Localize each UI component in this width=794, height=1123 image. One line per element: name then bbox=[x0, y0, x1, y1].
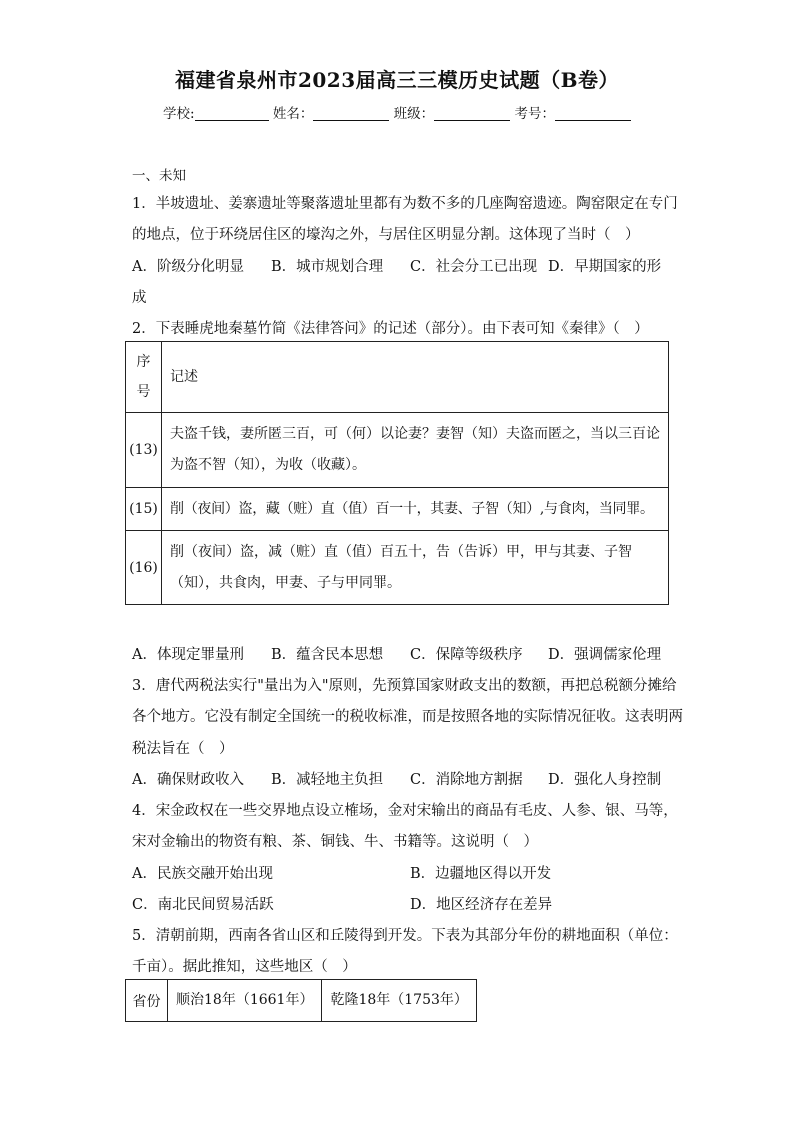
name-blank[interactable] bbox=[313, 106, 389, 121]
q2-option-b[interactable]: B．蕴含民本思想 bbox=[271, 647, 384, 663]
q4-option-b[interactable]: B．边疆地区得以开发 bbox=[410, 866, 552, 882]
row-desc-line: 削（夜间）盗，减（赃）直（值）百五十，告（告诉）甲，甲与其妻、子智 bbox=[170, 543, 632, 560]
q5-table bbox=[125, 979, 477, 1022]
header-desc-text: 记述 bbox=[170, 368, 198, 385]
row-desc-line: 削（夜间）盗，藏（赃）直（值）百一十，其妻、子智（知）,与食肉，当同罪。 bbox=[170, 500, 654, 517]
exam-no-blank[interactable] bbox=[555, 106, 631, 121]
q5-stem-line: 5．清朝前期，西南各省山区和丘陵得到开发。下表为其部分年份的耕地面积（单位： bbox=[132, 928, 678, 944]
q4-option-d[interactable]: D．地区经济存在差异 bbox=[410, 897, 553, 913]
q1-option-b[interactable]: B．城市规划合理 bbox=[271, 259, 384, 275]
q5-header-province: 省份 bbox=[126, 980, 168, 1022]
table-row bbox=[126, 531, 669, 605]
row-desc-line: 为盗不智（知），为收（收藏）。 bbox=[170, 457, 366, 473]
row-desc bbox=[162, 413, 669, 488]
q4-option-a[interactable]: A．民族交融开始出现 bbox=[132, 866, 273, 882]
row-desc-line: （知），共食肉，甲妻、子与甲同罪。 bbox=[170, 574, 401, 591]
class-blank[interactable] bbox=[434, 106, 510, 121]
q4-stem-line: 宋对金输出的物资有粮、茶、铜钱、牛、书籍等。这说明（ ） bbox=[132, 834, 538, 850]
row-desc-line: 夫盗千钱，妻所匿三百，可（何）以论妻？妻智（知）夫盗而匿之，当以三百论 bbox=[170, 426, 660, 442]
q1-option-a[interactable]: A．阶级分化明显 bbox=[132, 259, 244, 275]
table-row bbox=[126, 488, 669, 531]
q5-header-qianlong bbox=[322, 980, 476, 1022]
q2-option-a[interactable]: A．体现定罪量刑 bbox=[132, 647, 244, 663]
row-desc bbox=[162, 531, 669, 605]
student-info-line bbox=[0, 102, 794, 122]
q1-stem-line: 1．半坡遗址、姜寨遗址等聚落遗址里都有为数不多的几座陶窑遗迹。陶窑限定在专门 bbox=[132, 196, 678, 212]
row-num: (15) bbox=[126, 488, 162, 531]
q5-header-text: 顺治18年（1661年） bbox=[176, 992, 314, 1008]
row-num: (16) bbox=[126, 531, 162, 605]
q2-option-c[interactable]: C．保障等级秩序 bbox=[410, 647, 523, 663]
q1-option-d-wrap: 成 bbox=[132, 290, 147, 306]
exam-no-label: 考号： bbox=[514, 106, 555, 122]
q2-option-d[interactable]: D．强调儒家伦理 bbox=[548, 647, 662, 663]
q5-stem-line: 千亩）。据此推知，这些地区（ ） bbox=[132, 959, 357, 975]
header-num-line: 号 bbox=[136, 384, 151, 400]
table-header-row bbox=[126, 980, 477, 1022]
table-header-num bbox=[126, 342, 162, 413]
school-label: 学校: bbox=[163, 106, 195, 122]
q1-option-d[interactable]: D．早期国家的形 bbox=[548, 259, 662, 275]
q3-stem-line: 各个地方。它没有制定全国统一的税收标准，而是按照各地的实际情况征收。这表明两 bbox=[132, 709, 683, 725]
row-num: (13) bbox=[126, 413, 162, 488]
page-title: 福建省泉州市2023届高三三模历史试题（B卷） bbox=[174, 68, 620, 92]
section-title: 一、未知 bbox=[132, 168, 186, 184]
q4-stem-line: 4．宋金政权在一些交界地点设立榷场，金对宋输出的商品有毛皮、人参、银、马等， bbox=[132, 803, 678, 819]
class-label: 班级： bbox=[393, 106, 435, 122]
table-header-row bbox=[126, 342, 669, 413]
q2-table bbox=[125, 341, 669, 605]
name-label: 姓名： bbox=[272, 106, 314, 122]
q3-option-d[interactable]: D．强化人身控制 bbox=[548, 772, 662, 788]
q2-stem: 2．下表睡虎地秦墓竹简《法律答问》的记述（部分）。由下表可知《秦律》（ ） bbox=[132, 321, 649, 337]
q1-stem-line: 的地点，位于环绕居住区的壕沟之外，与居住区明显分割。这体现了当时（ ） bbox=[132, 227, 640, 243]
header-num-line: 序 bbox=[136, 354, 151, 370]
q3-stem-line: 3．唐代两税法实行"量出为入"原则，先预算国家财政支出的数额，再把总税额分摊给 bbox=[132, 678, 677, 694]
table-row bbox=[126, 413, 669, 488]
school-blank[interactable] bbox=[195, 106, 269, 121]
q3-option-c[interactable]: C．消除地方割据 bbox=[410, 772, 523, 788]
row-desc bbox=[162, 488, 669, 531]
table-header-desc bbox=[162, 342, 669, 413]
q5-header-text: 乾隆18年（1753年） bbox=[330, 992, 468, 1008]
q4-option-c[interactable]: C．南北民间贸易活跃 bbox=[132, 897, 274, 913]
q3-option-b[interactable]: B．减轻地主负担 bbox=[271, 772, 384, 788]
q5-header-shunzhi bbox=[168, 980, 322, 1022]
q1-option-c[interactable]: C．社会分工已出现 bbox=[410, 259, 538, 275]
q3-stem-line: 税法旨在（ ） bbox=[132, 741, 234, 757]
q3-option-a[interactable]: A．确保财政收入 bbox=[132, 772, 244, 788]
